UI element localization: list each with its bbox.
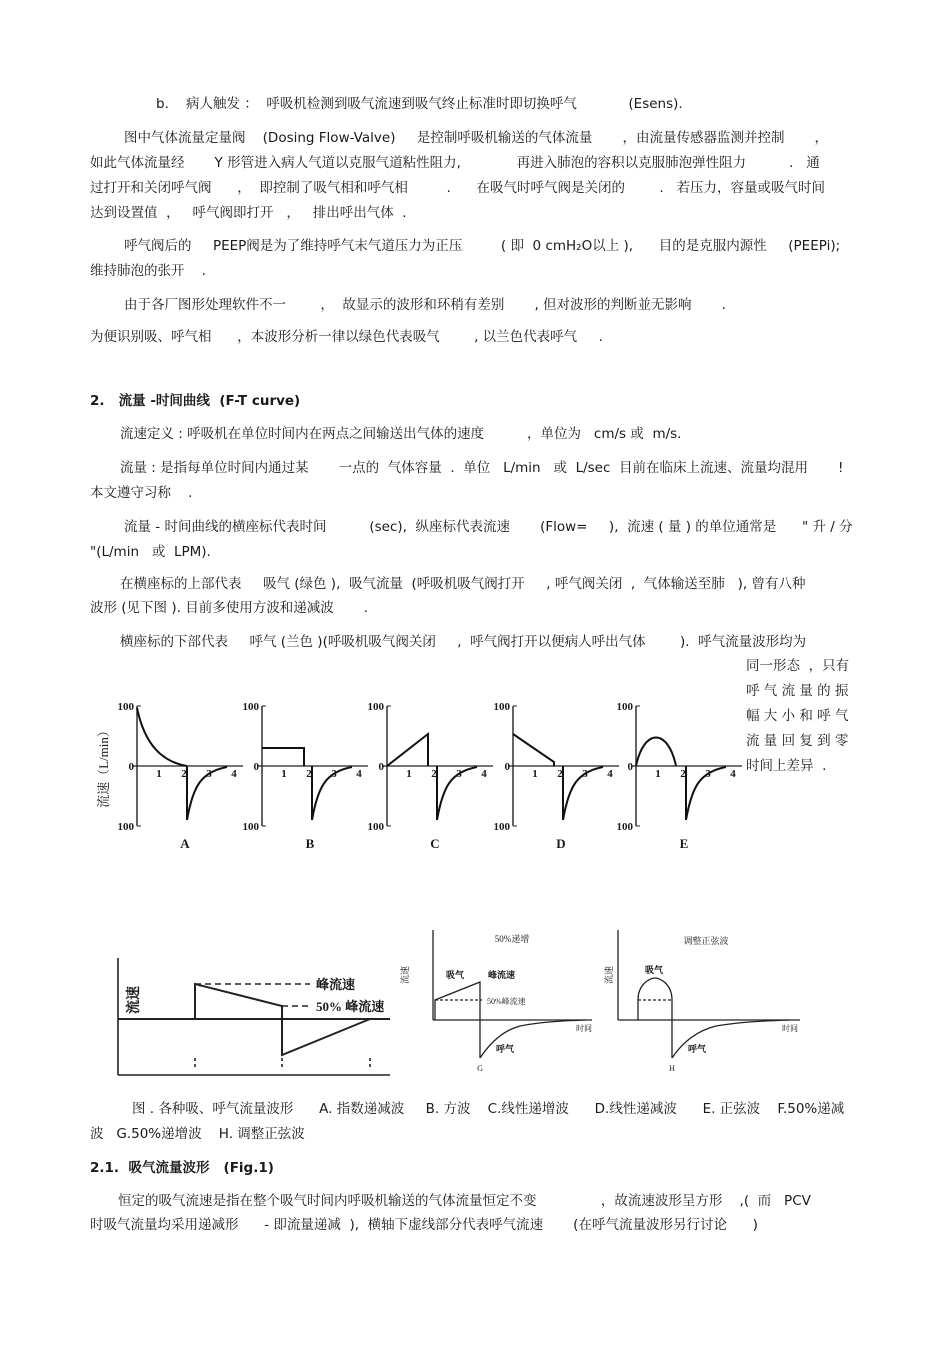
inspiratory-waveform [513,734,554,766]
figure-h-y-label: 流速 [604,965,614,985]
paragraph-line: 由于各厂图形处理软件不一 ， 故显示的波形和环稍有差别 , 但对波形的判断並无影响 . [124,297,726,313]
figure-caption: 波 G.50%递增波 H. 调整正弦波 [90,1126,305,1142]
paragraph-line: 达到设置值 ， 呼气阀即打开 ， 排出呼出气体 . [90,205,407,221]
figure-f-half-label: 50% 峰流速 [316,999,385,1014]
paragraph-line: 呼气阀后的 PEEP阀是为了维持呼气末气道压力为正压 ( 即 0 cmH₂O以上 ), 目的是克服内源性 (PEEPi); [124,238,841,254]
x-tick-label: 4 [481,768,487,780]
figure-g [433,930,592,1058]
y-tick-label: 100 [367,821,384,833]
y-tick-label: 100 [242,701,259,713]
inspiratory-waveform [387,734,428,766]
paragraph-line: 幅 大 小 和 呼 气 [746,708,849,724]
panel-label: C [430,836,440,851]
y-tick-label: 100 [242,821,259,833]
x-tick-label: 4 [730,768,736,780]
figure-h-letter: H [669,1064,675,1073]
expiratory-waveform [563,766,603,820]
x-tick-label: 2 [306,768,312,780]
y-tick-label: 0 [378,761,384,773]
x-tick-label: 1 [156,768,162,780]
paragraph-line: 流速定义 : 呼吸机在单位时间内在两点之间输送出气体的速度 ，单位为 cm/s 或 m/s. [120,426,682,442]
expiratory-waveform [187,766,227,820]
paragraph-line: 波形 (见下图 ). 目前多使用方波和递减波 . [90,600,369,616]
y-tick-label: 100 [117,821,134,833]
panel-label: E [679,836,689,851]
x-tick-label: 3 [582,768,588,780]
y-tick-label: 100 [493,821,510,833]
panel-label: B [305,836,315,851]
x-tick-label: 1 [406,768,412,780]
paragraph-line: 图中气体流量定量阀 (Dosing Flow-Valve) 是控制呼吸机输送的气体流量 ，由流量传感器监测并控制 ， [124,130,828,146]
x-tick-label: 4 [607,768,613,780]
paragraph-line: 流 量 回 复 到 零 [746,733,849,749]
x-tick-label: 3 [705,768,711,780]
figure-h-insp-label: 吸气 [645,965,664,975]
y-tick-label: 0 [128,761,134,773]
figure-caption: 图 . 各种吸、呼气流量波形 A. 指数递减波 B. 方波 C.线性递增波 D.线性递减波 E. 正弦波 F.50%递减 [132,1101,845,1117]
x-tick-label: 2 [431,768,437,780]
figure-f-peak-label: 峰流速 [316,977,356,992]
inspiratory-waveform [137,708,187,766]
figure-g-letter: G [477,1064,483,1073]
x-tick-label: 2 [680,768,686,780]
x-tick-label: 1 [532,768,538,780]
y-tick-label: 0 [627,761,633,773]
x-tick-label: 3 [456,768,462,780]
figure-h-inspiration [638,978,672,1058]
expiratory-waveform [312,766,352,820]
paragraph-line: 时吸气流量均采用递减形 - 即流量递减 ), 横轴下虚线部分代表呼气流速 (在呼气流量波形另行讨论 ) [90,1217,758,1233]
paragraph-line: 横座标的下部代表 呼气 (兰色 )(呼吸机吸气阀关闭 , 呼气阀打开以便病人呼出气体 ). 呼气流量波形均为 [120,634,807,650]
inspiratory-waveform [262,748,304,766]
figure-h-exp-label: 呼气 [688,1044,707,1054]
y-tick-label: 100 [493,701,510,713]
x-tick-label: 2 [181,768,187,780]
top-waveform-panels [96,701,742,851]
paragraph-line: b. 病人触发 ： 呼吸机检测到吸气流速到吸气终止标准时即切换呼气 (Esens). [156,96,683,112]
paragraph-line: 如此气体流量经 Y 形管进入病人气道以克服气道粘性阻力, 再进入肺泡的容积以克服肺泡弹性阻力 . 通 [90,155,820,171]
x-tick-label: 1 [655,768,661,780]
paragraph-line: 在横座标的上部代表 吸气 (绿色 ), 吸气流量 (呼吸机吸气阀打开 , 呼气阀关闭 , 气体输送至肺 ), 曾有八种 [120,576,806,592]
paragraph-line: 呼 气 流 量 的 振 [746,683,849,699]
paragraph-line: "(L/min 或 LPM). [90,544,211,560]
y-tick-label: 100 [616,701,633,713]
y-axis-label: 流速（L/min） [96,724,111,808]
inspiratory-waveform [636,738,676,767]
figure-f-y-label: 流速 [127,986,142,1014]
x-tick-label: 2 [557,768,563,780]
paragraph-line: 时间上差异 . [746,758,827,774]
figure-h-x-label: 时间 [782,1024,798,1033]
expiratory-waveform [686,766,726,820]
figure-h [618,930,800,1058]
figure-h-title: 调整正弦波 [683,936,729,946]
x-tick-label: 4 [231,768,237,780]
paragraph-line: 同一形态 ，只有 [746,658,850,674]
figure-g-x-label: 时间 [576,1024,592,1033]
panel-label: A [180,836,190,851]
figure-g-peak-label: 峰流速 [488,970,516,980]
figure-g-y-label: 流速 [400,965,410,985]
y-tick-label: 0 [253,761,259,773]
paragraph-line: 流量 : 是指每单位时间内通过某 一点的 气体容量 . 单位 L/min 或 L/sec 目前在临床上流速、流量均混用 ! [120,460,844,476]
paragraph-line: 维持肺泡的张开 . [90,263,206,279]
figure-g-exp-label: 呼气 [496,1044,515,1054]
y-tick-label: 100 [367,701,384,713]
figure-g-half-label: 50%峰流速 [487,997,526,1006]
paragraph-line: 本文遵守习称 . [90,485,193,501]
panel-label: D [556,836,566,851]
paragraph-line: 流量 - 时间曲线的横座标代表时间 (sec), 纵座标代表流速 (Flow= ), 流速 ( 量 ) 的单位通常是 " 升 / 分 [124,519,853,535]
x-tick-label: 1 [281,768,287,780]
figure-g-insp-label: 吸气 [446,970,465,980]
y-tick-label: 0 [504,761,510,773]
x-tick-label: 4 [356,768,362,780]
figure-g-title: 50%递增 [494,934,530,944]
x-tick-label: 3 [331,768,337,780]
figure-f [118,958,390,1075]
section-heading: 2. 流量 -时间曲线 (F-T curve) [90,393,301,409]
subsection-heading: 2.1. 吸气流量波形 (Fig.1) [90,1160,274,1176]
paragraph-line: 过打开和关闭呼气阀 ， 即控制了吸气相和呼气相 . 在吸气时呼气阀是关闭的 . 若压力，容量或吸气时间 [90,180,825,196]
paragraph-line: 为便识别吸、呼气相 ，本波形分析一律以绿色代表吸气 , 以兰色代表呼气 . [90,329,603,345]
expiratory-waveform [437,766,477,820]
x-tick-label: 3 [206,768,212,780]
y-tick-label: 100 [616,821,633,833]
y-tick-label: 100 [117,701,134,713]
paragraph-line: 恒定的吸气流速是指在整个吸气时间内呼吸机输送的气体流量恒定不变 ，故流速波形呈方形 ,( 而 PCV [118,1193,811,1209]
